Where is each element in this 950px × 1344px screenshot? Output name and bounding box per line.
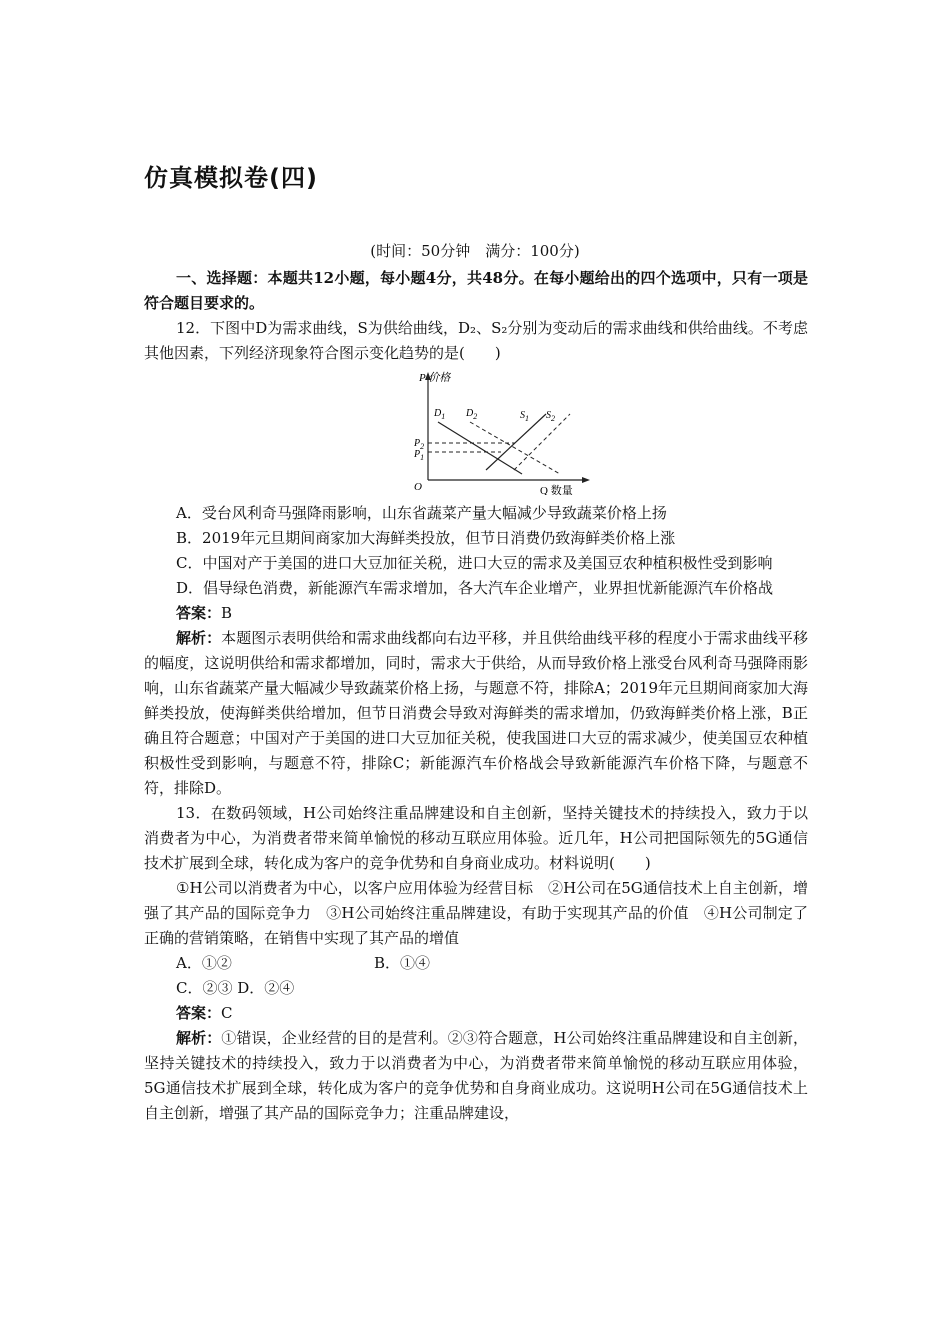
page-title: 仿真模拟卷(四): [144, 164, 318, 192]
p2-label: $P_2$: [414, 438, 425, 451]
s1-label: $S_1$: [520, 410, 529, 423]
q12-option-c: C．中国对产于美国的进口大豆加征关税，进口大豆的需求及美国豆农种植积极性受到影响: [176, 554, 773, 572]
q12-option-b: B．2019年元旦期间商家加大海鲜类投放，但节日消费仍致海鲜类价格上涨: [176, 529, 676, 547]
q13-statements: ①H公司以消费者为中心，以客户应用体验为经营目标 ②H公司在5G通信技术上自主创新，增强了其产品的国际竞争力 ③H公司始终注重品牌建设，有助于实现其产品的价值 ④H公司制定了正确的营销策略，在销售中实现了其产品的增值: [144, 879, 808, 947]
q13-options-row: [144, 951, 808, 976]
p1-label: $P_1$: [414, 449, 425, 462]
analysis-text: ①错误，企业经营的目的是营利。②③符合题意，H公司始终注重品牌建设和自主创新，坚持关键技术的持续投入，致力于以消费者为中心，为消费者带来简单愉悦的移动互联应用体验，5G通信技术扩展到全球，转化成为客户的竞争优势和自身商业成功。这说明H公司在5G通信技术上自主创新，增强了其产品的国际竞争力；注重品牌建设，: [144, 1029, 808, 1122]
d1-label: $D_1$: [434, 408, 446, 421]
q13-option-a: A．①②: [176, 954, 232, 972]
q12-analysis: [144, 626, 808, 801]
q12-option-d: D．倡导绿色消费，新能源汽车需求增加，各大汽车企业增产，业界担忧新能源汽车价格战: [176, 579, 774, 597]
section-heading: 一、选择题：本题共12小题，每小题4分，共48分。在每小题给出的四个选项中，只有一项是符合题目要求的。: [144, 269, 808, 312]
answer-value: B: [221, 604, 233, 622]
q12-option-a: A．受台风利奇马强降雨影响，山东省蔬菜产量大幅减少导致蔬菜价格上扬: [176, 504, 667, 522]
d2-label: $D_2$: [466, 408, 478, 421]
analysis-label: 解析：: [176, 629, 222, 647]
origin-label: O: [414, 481, 422, 493]
answer-label: 答案：: [176, 1004, 222, 1022]
q13-answer: [144, 1001, 808, 1026]
q13-stem: 13．在数码领域，H公司始终注重品牌建设和自主创新，坚持关键技术的持续投入，致力于以消费者为中心，为消费者带来简单愉悦的移动互联应用体验。近几年，H公司把国际领先的5G通信技术扩展到全球，转化成为客户的竞争优势和自身商业成功。材料说明( ): [144, 804, 808, 872]
q12-answer: [144, 601, 808, 626]
exam-time-line: (时间：50分钟 满分：100分): [370, 242, 580, 260]
s1-curve: [486, 414, 546, 470]
q13-analysis: [144, 1026, 808, 1126]
answer-label: 答案：: [176, 604, 222, 622]
analysis-label: 解析：: [176, 1029, 222, 1047]
answer-value: C: [221, 1004, 233, 1022]
q12-stem: 12．下图中D为需求曲线，S为供给曲线，D₂、S₂分别为变动后的需求曲线和供给曲线。不考虑其他因素，下列经济现象符合图示变化趋势的是( ): [144, 319, 808, 362]
main-content: [144, 266, 808, 1126]
y-axis-label: P 价格: [419, 372, 451, 384]
s2-curve: [514, 414, 570, 470]
x-axis-label: Q 数量: [540, 485, 573, 495]
s2-label: $S_2$: [546, 410, 555, 423]
q13-option-b: B．①④: [374, 954, 431, 972]
q13-options-cd: C．②③ D．②④: [176, 979, 295, 997]
x-axis-arrow: [582, 477, 590, 483]
analysis-text: 本题图示表明供给和需求曲线都向右边平移，并且供给曲线平移的程度小于需求曲线平移的幅度，这说明供给和需求都增加，同时，需求大于供给，从而导致价格上涨受台风利奇马强降雨影响，山东省蔬菜产量大幅减少导致蔬菜价格上扬，与题意不符，排除A；2019年元旦期间商家加大海鲜类投放，使海鲜类供给增加，但节日消费会导致对海鲜类的需求增加，仍致海鲜类价格上涨，B正确且符合题意；中国对产于美国的进口大豆加征关税，使我国进口大豆的需求减少，使美国豆农种植积极性受到影响，与题意不符，排除C；新能源汽车价格战会导致新能源汽车价格下降，与题意不符，排除D。: [144, 629, 809, 797]
supply-demand-chart: [414, 370, 734, 495]
d2-curve: [470, 422, 560, 474]
